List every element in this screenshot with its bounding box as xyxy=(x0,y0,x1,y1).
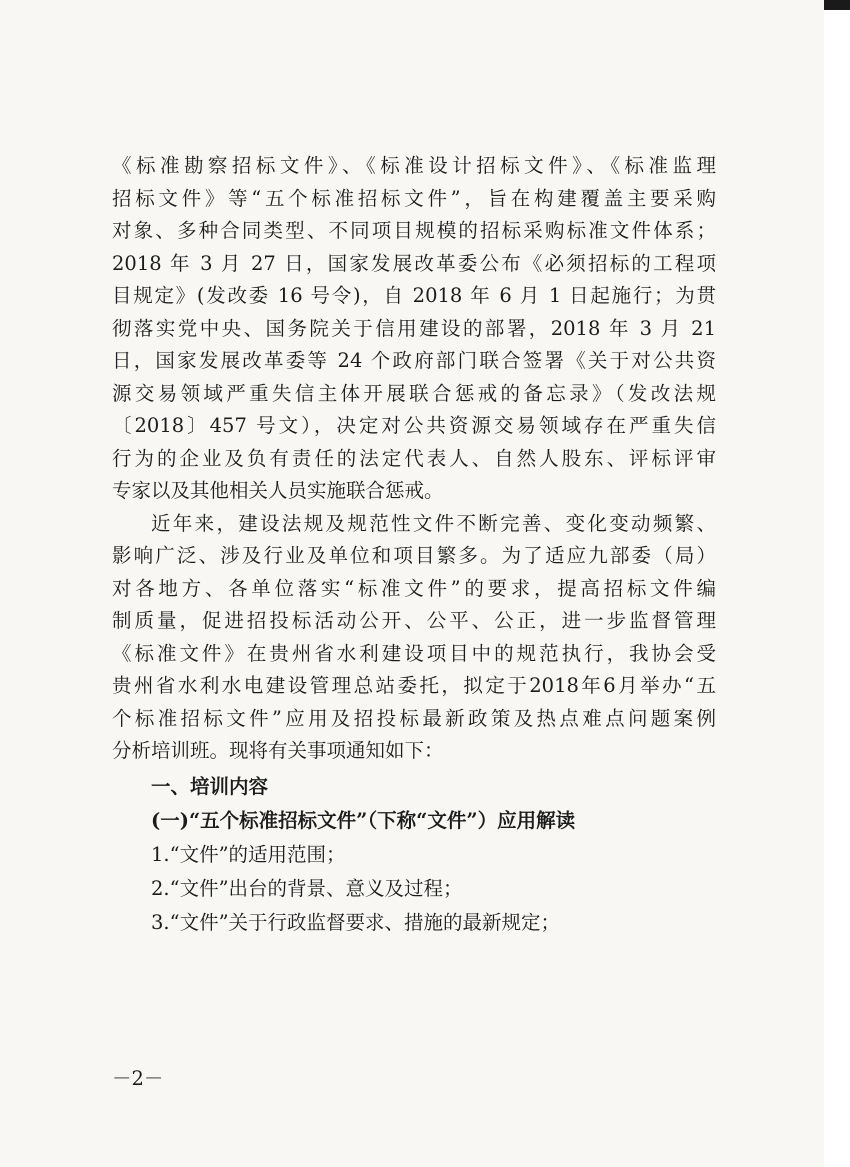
paragraph-line: 目规定》(发改委 16 号令)，自 2018 年 6 月 1 日起施行；为贯 xyxy=(112,284,716,307)
paragraph-line: 近年来，建设法规及规范性文件不断完善、变化变动频繁、 xyxy=(151,511,716,535)
paragraph-line: 源交易领域严重失信主体开展联合惩戒的备忘录》（发改法规 xyxy=(112,381,716,405)
section-subheading: (一)“五个标准招标文件”（下称“文件”）应用解读 xyxy=(151,808,576,832)
paragraph-line: 〔2018〕457 号文），决定对公共资源交易领域存在严重失信 xyxy=(112,414,716,437)
paragraph-line: 彻落实党中央、国务院关于信用建设的部署，2018 年 3 月 21 xyxy=(112,316,716,340)
list-item: 1.“文件”的适用范围； xyxy=(151,842,346,866)
paragraph-1 xyxy=(112,150,716,508)
paragraph-line: 招标文件》等“五个标准招标文件”，旨在构建覆盖主要采购 xyxy=(112,186,716,210)
paragraph-2 xyxy=(112,508,716,768)
paragraph-line: 影响广泛、涉及行业及单位和项目繁多。为了适应九部委（局） xyxy=(112,544,716,567)
paragraph-line: 对各地方、各单位落实“标准文件”的要求，提高招标文件编 xyxy=(112,576,716,600)
list-item: 2.“文件”出台的背景、意义及过程； xyxy=(151,876,463,900)
paragraph-line: 对象、多种合同类型、不同项目规模的招标采购标准文件体系； xyxy=(112,219,716,242)
paragraph-line: 2018 年 3 月 27 日，国家发展改革委公布《必须招标的工程项 xyxy=(112,251,716,275)
paragraph-line: 个标准招标文件”应用及招投标最新政策及热点难点问题案例 xyxy=(112,706,716,730)
paragraph-line: 《标准文件》在贵州省水利建设项目中的规范执行，我协会受 xyxy=(112,641,716,665)
paragraph-line: 专家以及其他相关人员实施联合惩戒。 xyxy=(112,479,444,502)
paragraph-line: 制质量，促进招投标活动公开、公平、公正，进一步监督管理 xyxy=(112,609,716,632)
paragraph-line: 行为的企业及负有责任的法定代表人、自然人股东、评标评审 xyxy=(112,446,716,470)
section-heading: 一、培训内容 xyxy=(151,774,269,798)
list-item: 3.“文件”关于行政监督要求、措施的最新规定； xyxy=(151,910,561,934)
content-list xyxy=(112,838,716,940)
paragraph-line: 分析培训班。现将有关事项通知如下： xyxy=(112,739,444,762)
document-body xyxy=(112,150,716,940)
scan-corner-mark xyxy=(824,0,850,10)
paragraph-line: 《标准勘察招标文件》、《标准设计招标文件》、《标准监理 xyxy=(112,154,716,177)
scan-edge xyxy=(824,0,850,1167)
paragraph-line: 日，国家发展改革委等 24 个政府部门联合签署《关于对公共资 xyxy=(112,349,716,372)
page-number: －2－ xyxy=(112,1067,164,1090)
paragraph-line: 贵州省水利水电建设管理总站委托，拟定于2018年6月举办“五 xyxy=(112,674,716,697)
